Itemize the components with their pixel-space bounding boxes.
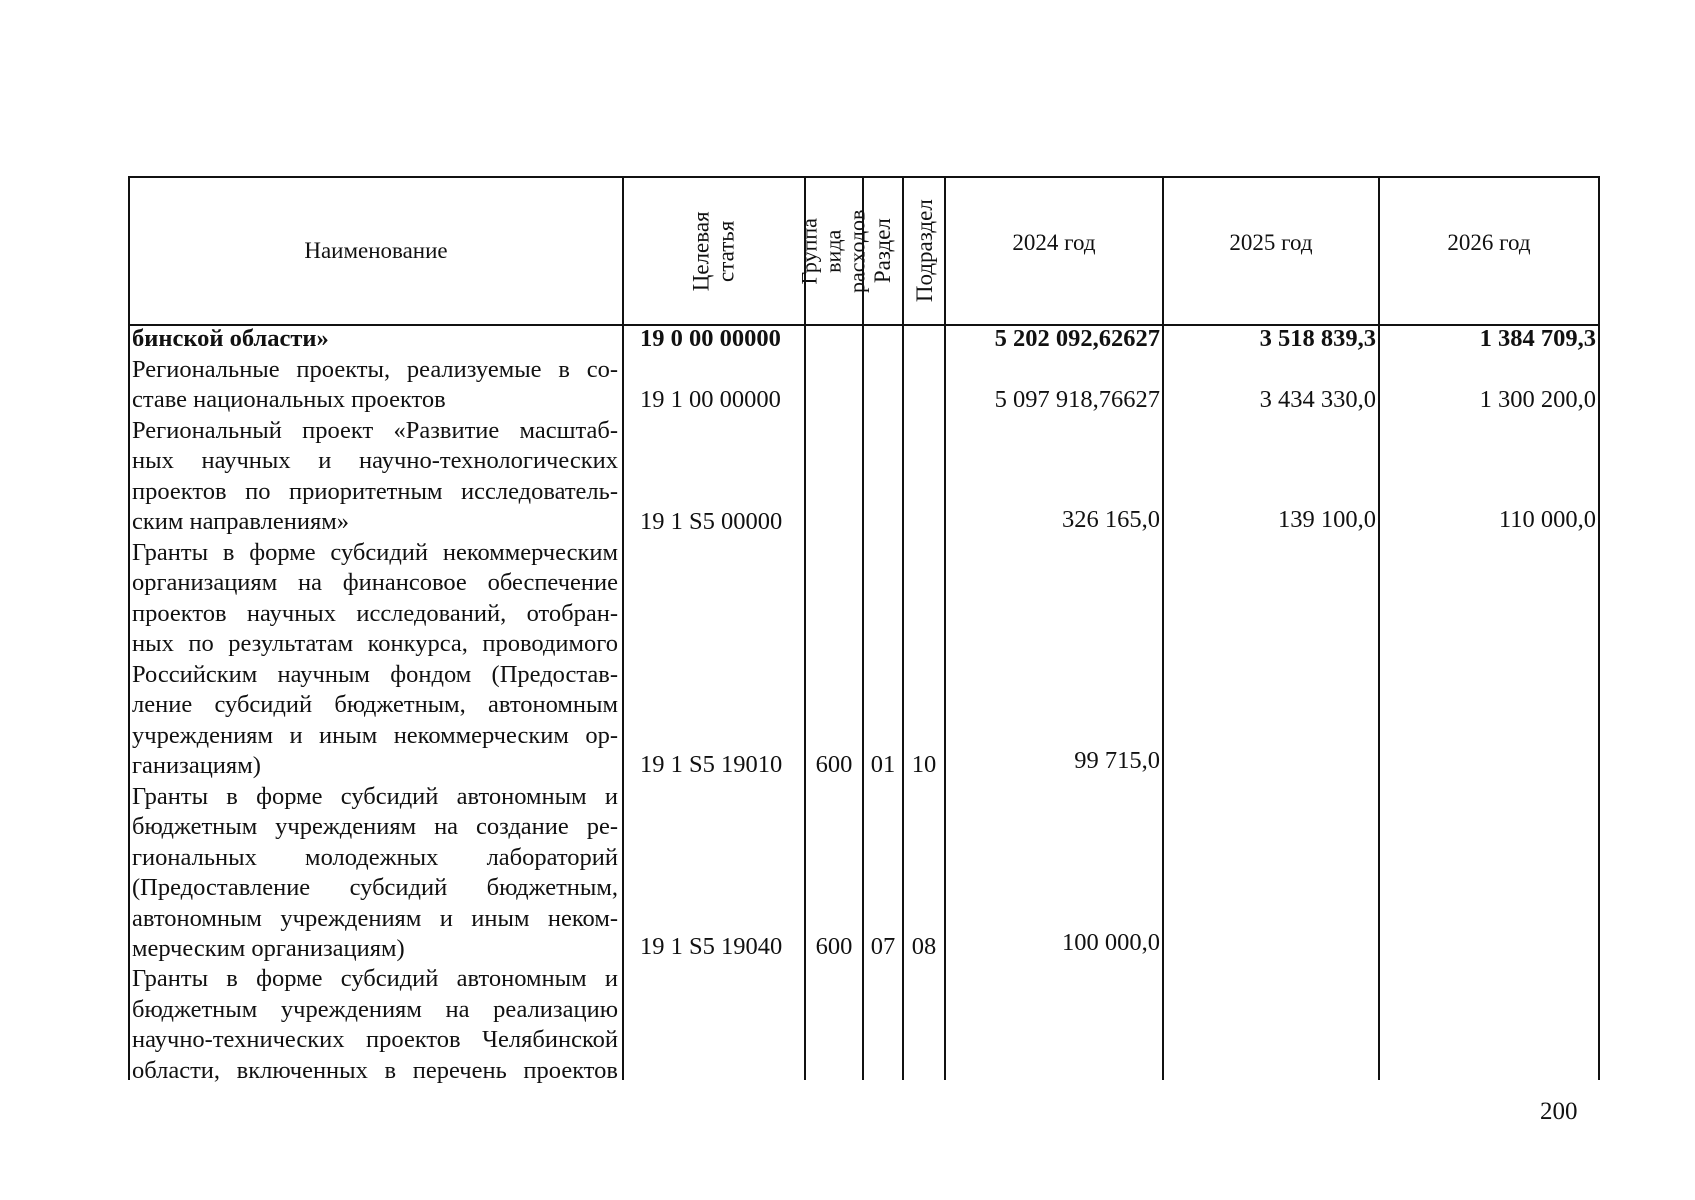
row-target-article: 19 0 00 00000 bbox=[640, 325, 781, 352]
table-row-name bbox=[132, 538, 618, 782]
col-border-right bbox=[1598, 176, 1600, 1080]
row-name-line: организациям на финансовое обеспечение bbox=[132, 569, 618, 596]
row-name-line: ных научных и научно-технологических bbox=[132, 447, 618, 474]
row-name-line: Гранты в форме субсидий автономным и bbox=[132, 965, 618, 992]
row-value-2024: 5 202 092,62627 bbox=[994, 325, 1160, 352]
row-name-line: учреждениям и иным некоммерческим ор- bbox=[132, 721, 618, 749]
header-expense-group-label: Группа вида расходов bbox=[796, 209, 871, 293]
header-target-article-label: Целевая статья bbox=[688, 211, 739, 291]
table-row-name bbox=[132, 355, 618, 416]
row-value-2026: 110 000,0 bbox=[1498, 506, 1596, 533]
header-name-label: Наименование bbox=[304, 237, 448, 263]
col-border-2025 bbox=[1378, 176, 1380, 1080]
row-name-line: Гранты в форме субсидий автономным и bbox=[132, 782, 618, 810]
row-name-line: проектов научных исследований, отобран- bbox=[132, 599, 618, 627]
row-name-line: Региональный проект «Развитие масштаб- bbox=[132, 416, 618, 444]
row-name-line: Региональные проекты, реализуемые в со- bbox=[132, 355, 618, 383]
row-name-line: проектов по приоритетным исследователь- bbox=[132, 477, 618, 505]
row-name-line: мерческим организациям) bbox=[132, 935, 405, 962]
row-name-line: бюджетным учреждениям на создание ре- bbox=[132, 813, 618, 840]
header-subsection bbox=[904, 178, 944, 324]
row-value-2024: 100 000,0 bbox=[1062, 929, 1160, 956]
table-row-name bbox=[132, 964, 618, 1086]
row-value-2025: 3 518 839,3 bbox=[1259, 325, 1376, 352]
table-row-name bbox=[132, 782, 618, 965]
row-expense-group: 600 bbox=[815, 751, 853, 778]
row-name-line: ных по результатам конкурса, проводимого bbox=[132, 630, 618, 657]
header-section bbox=[864, 178, 902, 324]
row-section: 01 bbox=[870, 751, 896, 778]
budget-table bbox=[128, 176, 1600, 1084]
row-subsection: 08 bbox=[911, 933, 937, 960]
row-name-line: Гранты в форме субсидий некоммерческим bbox=[132, 538, 618, 566]
page-number: 200 bbox=[1540, 1098, 1578, 1125]
row-value-2026: 1 384 709,3 bbox=[1479, 325, 1596, 352]
header-expense-group bbox=[796, 178, 871, 324]
row-name-line: автономным учреждениям и иным неком- bbox=[132, 904, 618, 932]
row-value-2026: 1 300 200,0 bbox=[1479, 386, 1596, 413]
col-border-subsection bbox=[944, 176, 946, 1080]
row-name-line: бюджетным учреждениям на реализацию bbox=[132, 995, 618, 1023]
header-2026-label: 2026 год bbox=[1447, 229, 1531, 255]
row-value-2025: 3 434 330,0 bbox=[1259, 386, 1376, 413]
row-value-2024: 5 097 918,76627 bbox=[994, 386, 1160, 413]
col-border-2024 bbox=[1162, 176, 1164, 1080]
row-name-line: ским направлениям» bbox=[132, 508, 350, 535]
row-target-article: 19 1 S5 19040 bbox=[640, 933, 783, 960]
row-expense-group: 600 bbox=[815, 933, 853, 960]
row-name-line: (Предоставление субсидий бюджетным, bbox=[132, 874, 618, 901]
row-target-article: 19 1 S5 00000 bbox=[640, 508, 783, 535]
header-2024-label: 2024 год bbox=[1012, 229, 1096, 255]
row-value-2025: 139 100,0 bbox=[1278, 506, 1376, 533]
header-subsection-label: Подраздел bbox=[911, 199, 937, 303]
table-row-name bbox=[132, 416, 618, 538]
header-name bbox=[130, 178, 622, 324]
row-subsection: 10 bbox=[911, 751, 937, 778]
row-name-line: ганизациям) bbox=[132, 752, 261, 779]
header-2026 bbox=[1380, 178, 1598, 308]
row-name-line: ставе национальных проектов bbox=[132, 386, 446, 413]
row-name-line: бинской области» bbox=[132, 325, 329, 352]
header-2025 bbox=[1164, 178, 1378, 308]
header-target-article bbox=[624, 178, 804, 324]
header-2024 bbox=[946, 178, 1162, 308]
row-name-line: научно-технических проектов Челябинской bbox=[132, 1026, 618, 1053]
row-target-article: 19 1 00 00000 bbox=[640, 386, 781, 413]
row-target-article: 19 1 S5 19010 bbox=[640, 751, 783, 778]
row-name-line: области, включенных в перечень проектов bbox=[132, 1056, 618, 1084]
header-2025-label: 2025 год bbox=[1229, 229, 1313, 255]
row-value-2024: 326 165,0 bbox=[1062, 506, 1160, 533]
row-value-2024: 99 715,0 bbox=[1074, 747, 1160, 774]
row-name-line: гиональных молодежных лабораторий bbox=[132, 843, 618, 871]
row-name-line: ление субсидий бюджетным, автономным bbox=[132, 691, 618, 718]
header-section-label: Раздел bbox=[870, 218, 896, 284]
row-section: 07 bbox=[870, 933, 896, 960]
table-row-name bbox=[132, 324, 618, 355]
row-name-line: Российским научным фондом (Предостав- bbox=[132, 660, 618, 688]
